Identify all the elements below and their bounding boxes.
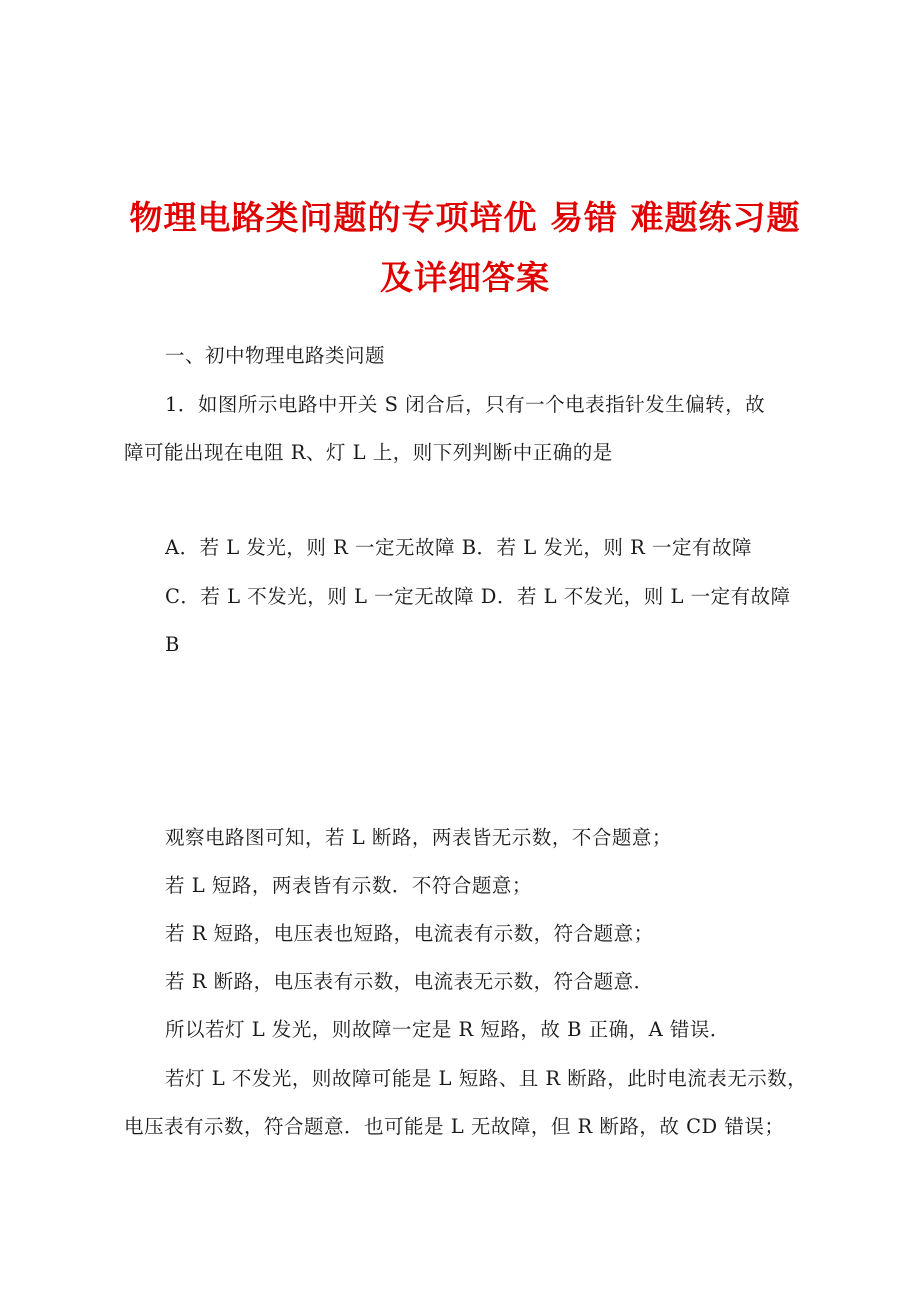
title-line-2: 及详细答案: [380, 258, 550, 297]
explanation-line-5: 所以若灯 L 发光，则故障一定是 R 短路，故 B 正确，A 错误．: [165, 1018, 730, 1041]
question-line-2: 障可能出现在电阻 R、灯 L 上，则下列判断中正确的是: [124, 441, 613, 464]
section-heading: 一、初中物理电路类问题: [165, 344, 386, 367]
answer: B: [165, 633, 180, 656]
explanation-line-1: 观察电路图可知，若 L 断路，两表皆无示数，不合题意；: [165, 826, 672, 849]
options-line-2: C．若 L 不发光，则 L 一定无故障 D．若 L 不发光，则 L 一定有故障: [165, 585, 791, 608]
explanation-line-6: 若灯 L 不发光，则故障可能是 L 短路、且 R 断路，此时电流表无示数，: [165, 1067, 808, 1090]
explanation-line-7: 电压表有示数，符合题意．也可能是 L 无故障，但 R 断路，故 CD 错误；: [124, 1115, 785, 1138]
options-line-1: A．若 L 发光，则 R 一定无故障 B．若 L 发光，则 R 一定有故障: [165, 536, 752, 559]
title-line-1: 物理电路类问题的专项培优 易错 难题练习题: [129, 198, 801, 237]
explanation-line-4: 若 R 断路，电压表有示数，电流表无示数，符合题意．: [165, 970, 654, 993]
explanation-line-2: 若 L 短路，两表皆有示数．不符合题意；: [165, 874, 532, 897]
explanation-line-3: 若 R 短路，电压表也短路，电流表有示数，符合题意；: [165, 922, 654, 945]
question-line-1: 1．如图所示电路中开关 S 闭合后，只有一个电表指针发生偏转，故: [165, 393, 766, 416]
